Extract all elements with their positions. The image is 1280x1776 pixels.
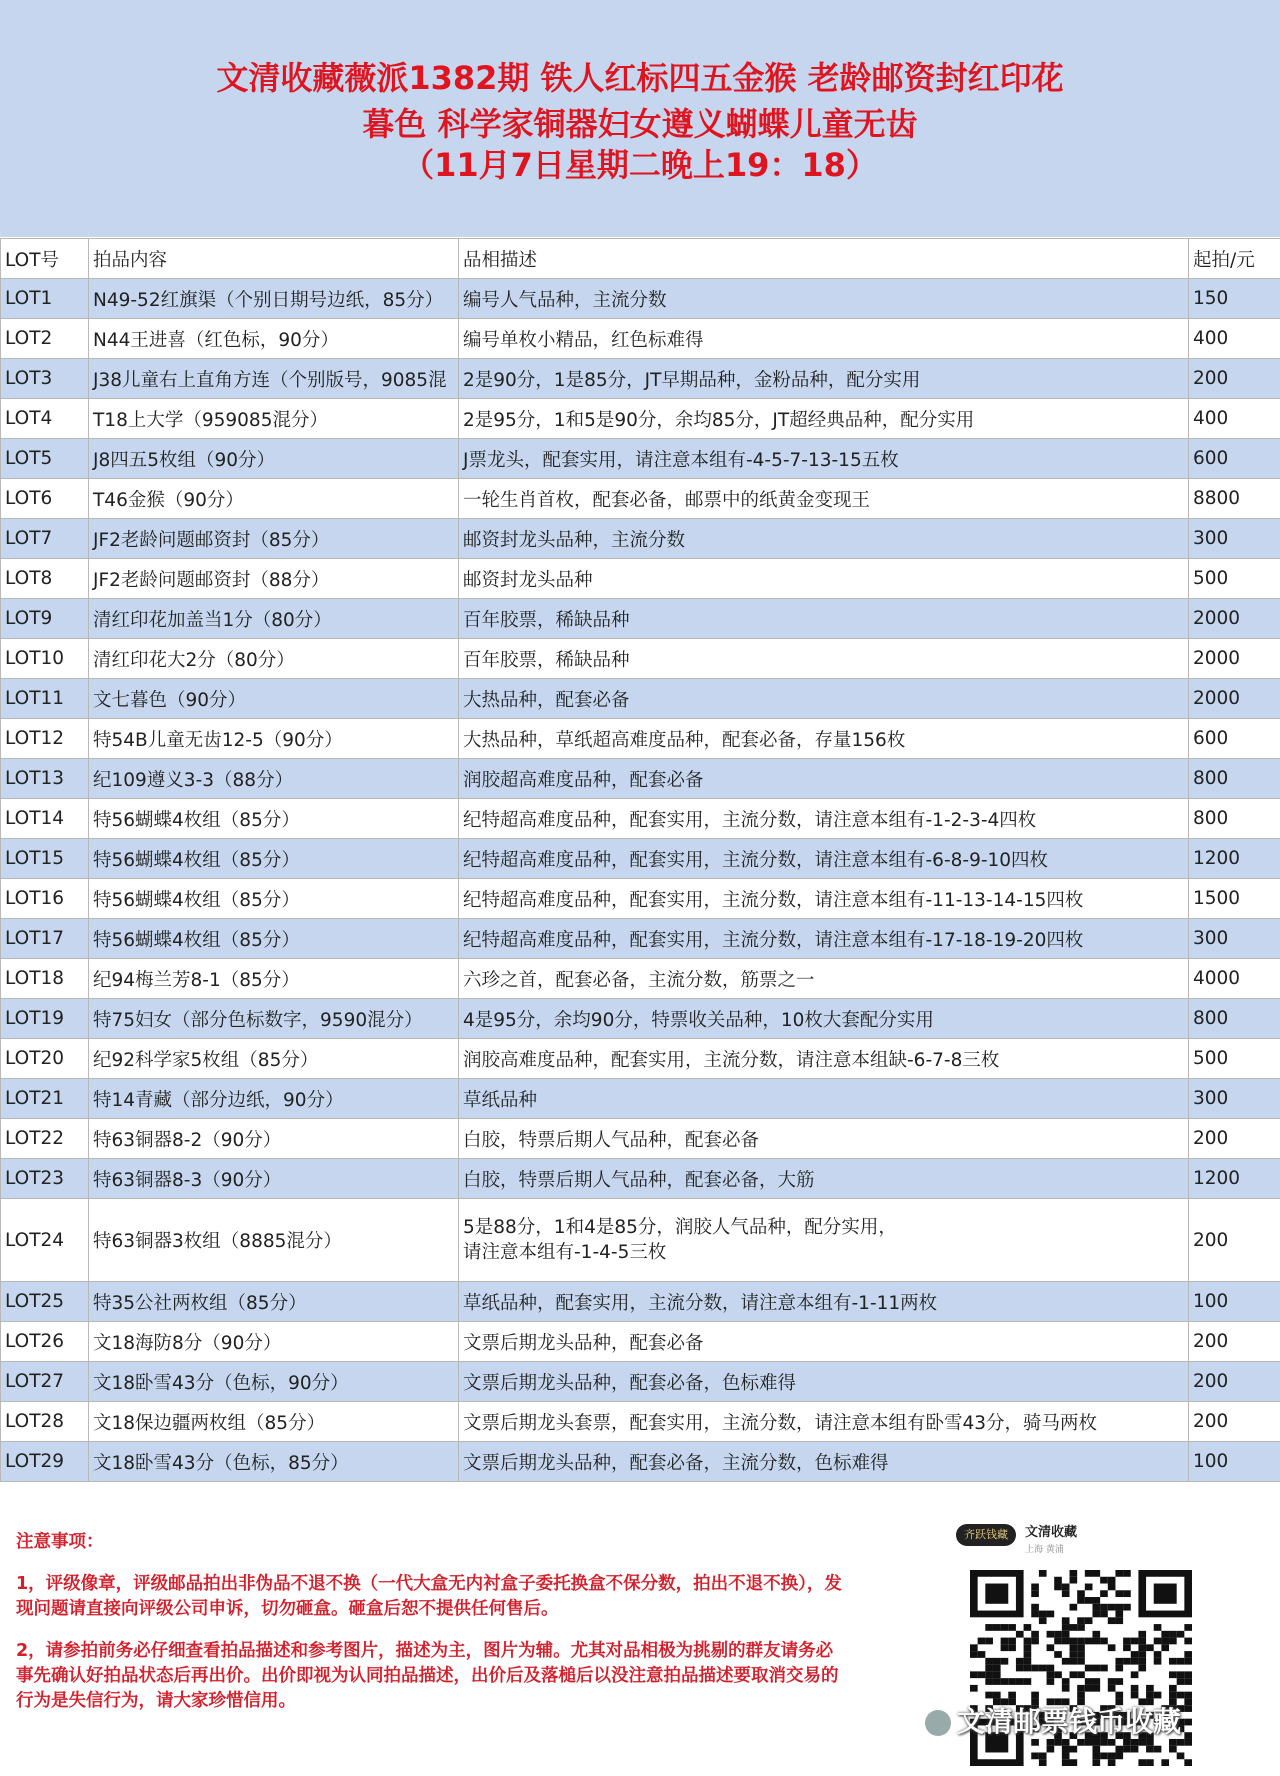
- table-row: [1, 599, 1280, 639]
- column-header-item: 拍品内容: [89, 239, 459, 279]
- title-line-1: 文清收藏薇派1382期 铁人红标四五金猴 老龄邮资封红印花: [216, 59, 1064, 97]
- start-price: 2000: [1189, 639, 1280, 679]
- start-price: 600: [1189, 439, 1280, 479]
- lot-number: LOT1: [1, 279, 89, 319]
- title-line-2: 暮色 科学家铜器妇女遵义蝴蝶儿童无齿: [362, 105, 918, 143]
- item-name: 纪109遵义3-3（88分）: [89, 759, 459, 799]
- table-row: [1, 679, 1280, 719]
- lot-number: LOT22: [1, 1119, 89, 1159]
- start-price: 100: [1189, 1442, 1280, 1482]
- lot-number: LOT2: [1, 319, 89, 359]
- item-description: 白胶，特票后期人气品种，配套必备，大筋: [459, 1159, 1189, 1199]
- item-description: 白胶，特票后期人气品种，配套必备: [459, 1119, 1189, 1159]
- lot-number: LOT19: [1, 999, 89, 1039]
- item-name: 特75妇女（部分色标数字，9590混分）: [89, 999, 459, 1039]
- note-1: 1，评级像章，评级邮品拍出非伪品不退不换（一代大盒无内衬盒子委托换盒不保分数，拍出不退不换），发现问题请直接向评级公司申诉，切勿砸盒。砸盒后恕不提供任何售后。: [16, 1574, 842, 1619]
- start-price: 800: [1189, 999, 1280, 1039]
- start-price: 600: [1189, 719, 1280, 759]
- note-2: 2，请参拍前务必仔细查看拍品描述和参考图片，描述为主，图片为辅。尤其对品相极为挑剔的群友请务必事先确认好拍品状态后再出价。出价即视为认同拍品描述，出价后及落槌后以没注意拍品描述要取消交易的行为是失信行为，请大家珍惜信用。: [16, 1641, 839, 1711]
- start-price: 2000: [1189, 679, 1280, 719]
- start-price: 200: [1189, 1199, 1280, 1282]
- table-row: [1, 439, 1280, 479]
- column-header-price: 起拍/元: [1189, 239, 1280, 279]
- start-price: 1200: [1189, 1159, 1280, 1199]
- item-name: 特56蝴蝶4枚组（85分）: [89, 879, 459, 919]
- table-row: [1, 919, 1280, 959]
- item-name: 特56蝴蝶4枚组（85分）: [89, 919, 459, 959]
- start-price: 200: [1189, 359, 1280, 399]
- item-description: 百年胶票，稀缺品种: [459, 639, 1189, 679]
- item-description: 六珍之首，配套必备，主流分数，筋票之一: [459, 959, 1189, 999]
- item-description-line-2: 请注意本组有-1-4-5三枚: [463, 1242, 667, 1263]
- header-banner: [0, 0, 1280, 237]
- item-description: 文票后期龙头品种，配套必备: [459, 1322, 1189, 1362]
- column-header-desc: 品相描述: [459, 239, 1189, 279]
- lot-number: LOT7: [1, 519, 89, 559]
- item-description: 草纸品种，配套实用，主流分数，请注意本组有-1-11两枚: [459, 1282, 1189, 1322]
- lot-number: LOT8: [1, 559, 89, 599]
- lot-number: LOT9: [1, 599, 89, 639]
- item-name: 特14青藏（部分边纸，90分）: [89, 1079, 459, 1119]
- start-price: 4000: [1189, 959, 1280, 999]
- item-name: JF2老龄问题邮资封（85分）: [89, 519, 459, 559]
- item-description: 大热品种，配套必备: [459, 679, 1189, 719]
- lot-number: LOT23: [1, 1159, 89, 1199]
- lot-number: LOT5: [1, 439, 89, 479]
- lot-number: LOT29: [1, 1442, 89, 1482]
- brand-name: 文清收藏: [1025, 1525, 1078, 1540]
- lot-number: LOT25: [1, 1282, 89, 1322]
- item-name: 特54B儿童无齿12-5（90分）: [89, 719, 459, 759]
- start-price: 800: [1189, 799, 1280, 839]
- item-description: 纪特超高难度品种，配套实用，主流分数，请注意本组有-11-13-14-15四枚: [459, 879, 1189, 919]
- item-name: T18上大学（959085混分）: [89, 399, 459, 439]
- table-row: [1, 959, 1280, 999]
- lot-number: LOT26: [1, 1322, 89, 1362]
- table-row: [1, 799, 1280, 839]
- lot-number: LOT18: [1, 959, 89, 999]
- start-price: 500: [1189, 1039, 1280, 1079]
- item-description: 纪特超高难度品种，配套实用，主流分数，请注意本组有-17-18-19-20四枚: [459, 919, 1189, 959]
- item-description: 百年胶票，稀缺品种: [459, 599, 1189, 639]
- lot-number: LOT27: [1, 1362, 89, 1402]
- item-name: 文18卧雪43分（色标，90分）: [89, 1362, 459, 1402]
- item-name: 文七暮色（90分）: [89, 679, 459, 719]
- table-row: [1, 1442, 1280, 1482]
- item-description: 文票后期龙头品种，配套必备，色标难得: [459, 1362, 1189, 1402]
- lot-number: LOT28: [1, 1402, 89, 1442]
- table-row: [1, 1159, 1280, 1199]
- item-name: J8四五5枚组（90分）: [89, 439, 459, 479]
- table-row: [1, 1199, 1280, 1282]
- item-description: 2是90分，1是85分，JT早期品种，金粉品种，配分实用: [459, 359, 1189, 399]
- table-header-row: [1, 239, 1280, 279]
- item-name: 纪94梅兰芳8-1（85分）: [89, 959, 459, 999]
- lot-number: LOT4: [1, 399, 89, 439]
- start-price: 300: [1189, 1079, 1280, 1119]
- item-name: 特63铜器8-2（90分）: [89, 1119, 459, 1159]
- table-row: [1, 519, 1280, 559]
- start-price: 150: [1189, 279, 1280, 319]
- lot-number: LOT21: [1, 1079, 89, 1119]
- start-price: 400: [1189, 319, 1280, 359]
- item-description: 纪特超高难度品种，配套实用，主流分数，请注意本组有-1-2-3-4四枚: [459, 799, 1189, 839]
- item-description: 润胶高难度品种，配套实用，主流分数，请注意本组缺-6-7-8三枚: [459, 1039, 1189, 1079]
- item-name: 特63铜器3枚组（8885混分）: [89, 1199, 459, 1282]
- item-description: 文票后期龙头品种，配套必备，主流分数，色标难得: [459, 1442, 1189, 1482]
- item-description: 润胶超高难度品种，配套必备: [459, 759, 1189, 799]
- table-row: [1, 879, 1280, 919]
- table-row: [1, 1362, 1280, 1402]
- table-row: [1, 1282, 1280, 1322]
- lot-table: [0, 238, 1280, 1482]
- table-row: [1, 999, 1280, 1039]
- item-name: N49-52红旗渠（个别日期号边纸，85分）: [89, 279, 459, 319]
- item-description: J票龙头，配套实用，请注意本组有-4-5-7-13-15五枚: [459, 439, 1189, 479]
- start-price: 1500: [1189, 879, 1280, 919]
- table-row: [1, 1402, 1280, 1442]
- item-name: 文18海防8分（90分）: [89, 1322, 459, 1362]
- item-description: [459, 1199, 1189, 1282]
- table-row: [1, 1079, 1280, 1119]
- item-description: 草纸品种: [459, 1079, 1189, 1119]
- lot-number: LOT13: [1, 759, 89, 799]
- item-name: J38儿童右上直角方连（个别版号，9085混: [89, 359, 459, 399]
- item-description: 大热品种，草纸超高难度品种，配套必备，存量156枚: [459, 719, 1189, 759]
- start-price: 200: [1189, 1402, 1280, 1442]
- wechat-watermark: [925, 1700, 1181, 1740]
- lot-number: LOT11: [1, 679, 89, 719]
- item-description: 邮资封龙头品种: [459, 559, 1189, 599]
- start-price: 400: [1189, 399, 1280, 439]
- table-row: [1, 839, 1280, 879]
- notes-section: [16, 1530, 846, 1731]
- lot-number: LOT6: [1, 479, 89, 519]
- start-price: 300: [1189, 919, 1280, 959]
- table-row: [1, 1119, 1280, 1159]
- item-name: 特35公社两枚组（85分）: [89, 1282, 459, 1322]
- table-row: [1, 279, 1280, 319]
- item-description: 纪特超高难度品种，配套实用，主流分数，请注意本组有-6-8-9-10四枚: [459, 839, 1189, 879]
- item-name: N44王进喜（红色标，90分）: [89, 319, 459, 359]
- lot-number: LOT12: [1, 719, 89, 759]
- item-name: 文18保边疆两枚组（85分）: [89, 1402, 459, 1442]
- lot-number: LOT3: [1, 359, 89, 399]
- start-price: 500: [1189, 559, 1280, 599]
- start-price: 8800: [1189, 479, 1280, 519]
- brand-location: 上海 黄浦: [1025, 1545, 1064, 1555]
- table-row: [1, 319, 1280, 359]
- lot-number: LOT10: [1, 639, 89, 679]
- start-price: 300: [1189, 519, 1280, 559]
- watermark-text: 文清邮票钱币收藏: [957, 1705, 1182, 1738]
- table-row: [1, 719, 1280, 759]
- table-row: [1, 759, 1280, 799]
- start-price: 1200: [1189, 839, 1280, 879]
- item-description: 文票后期龙头套票，配套实用，主流分数，请注意本组有卧雪43分，骑马两枚: [459, 1402, 1189, 1442]
- table-row: [1, 1039, 1280, 1079]
- title-line-3: （11月7日星期二晚上19：18）: [402, 146, 878, 184]
- item-name: JF2老龄问题邮资封（88分）: [89, 559, 459, 599]
- start-price: 200: [1189, 1322, 1280, 1362]
- item-name: 纪92科学家5枚组（85分）: [89, 1039, 459, 1079]
- lot-number: LOT14: [1, 799, 89, 839]
- table-row: [1, 639, 1280, 679]
- lot-number: LOT16: [1, 879, 89, 919]
- lot-number: LOT17: [1, 919, 89, 959]
- item-name: 文18卧雪43分（色标，85分）: [89, 1442, 459, 1482]
- item-name: 清红印花加盖当1分（80分）: [89, 599, 459, 639]
- item-name: T46金猴（90分）: [89, 479, 459, 519]
- notes-heading: 注意事项：: [16, 1532, 104, 1552]
- item-name: 特63铜器8-3（90分）: [89, 1159, 459, 1199]
- table-row: [1, 399, 1280, 439]
- item-description: 编号单枚小精品，红色标难得: [459, 319, 1189, 359]
- item-name: 特56蝴蝶4枚组（85分）: [89, 839, 459, 879]
- item-description-line-1: 5是88分，1和4是85分，润胶人气品种，配分实用，: [463, 1217, 897, 1238]
- start-price: 100: [1189, 1282, 1280, 1322]
- item-description: 一轮生肖首枚，配套必备，邮票中的纸黄金变现王: [459, 479, 1189, 519]
- start-price: 800: [1189, 759, 1280, 799]
- start-price: 200: [1189, 1362, 1280, 1402]
- item-description: 编号人气品种，主流分数: [459, 279, 1189, 319]
- table-row: [1, 1322, 1280, 1362]
- table-row: [1, 559, 1280, 599]
- lot-number: LOT20: [1, 1039, 89, 1079]
- lot-number: LOT15: [1, 839, 89, 879]
- table-row: [1, 359, 1280, 399]
- lot-number: LOT24: [1, 1199, 89, 1282]
- item-description: 邮资封龙头品种，主流分数: [459, 519, 1189, 559]
- table-row: [1, 479, 1280, 519]
- item-name: 清红印花大2分（80分）: [89, 639, 459, 679]
- item-name: 特56蝴蝶4枚组（85分）: [89, 799, 459, 839]
- start-price: 2000: [1189, 599, 1280, 639]
- brand-badge: 齐跃钱藏: [956, 1524, 1016, 1546]
- start-price: 200: [1189, 1119, 1280, 1159]
- item-description: 4是95分，余均90分，特票收关品种，10枚大套配分实用: [459, 999, 1189, 1039]
- item-description: 2是95分，1和5是90分，余均85分，JT超经典品种，配分实用: [459, 399, 1189, 439]
- wechat-icon: [925, 1710, 951, 1736]
- column-header-lot: LOT号: [1, 239, 89, 279]
